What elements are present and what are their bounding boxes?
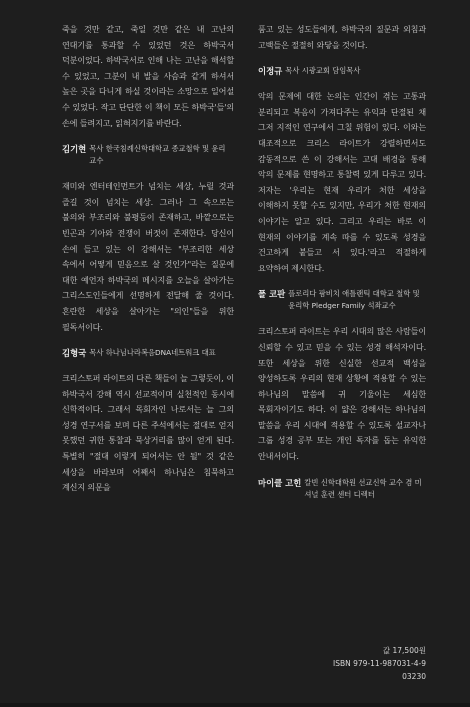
endorser-signature (62, 347, 234, 359)
endorsement-paragraph: 죽을 것만 같고, 죽일 것만 같은 내 고난의 연대기를 통과할 수 있었던 것은 하박국서 덕분이었다. 하박국서로 인해 나는 고난을 해석할 수 있었고, 그분이 내 발을 사슴과 같게 하셔서 높은 곳을 다니게 하실 것이라는 소망으로 일어설 수 있었다. 작고 단단한 이 책이 모든 하박국'들'의 손에 들려지고, 읽혀지기를 바란다. (62, 24, 234, 128)
endorser-signature (62, 143, 234, 167)
endorser-signature (258, 288, 426, 312)
bottom-edge (0, 703, 470, 707)
endorsement-text (258, 324, 426, 464)
endorsement-paragraph: 크리스토퍼 라이트는 우리 시대의 많은 사람들이 신뢰할 수 있고 믿을 수 있는 성경 해석자이다. 또한 세상을 위한 신실한 선교적 백성을 양성하도록 우리의 현재 상황에 적용할 수 있는 하나님의 말씀에 귀 기울이는 세심한 목회자이기도 하다. 이 얇은 강해서는 하나님의 말씀을 우리 시대에 적용할 수 있도록 설교자나 그룹 성경 공부 또는 개인 독자를 돕는 유익한 안내서이다. (258, 326, 426, 462)
endorsement-paragraph: 품고 있는 성도들에게, 하박국의 질문과 외침과 고백들은 절절히 와닿을 것이다. (258, 24, 426, 50)
endorsement-text (62, 371, 234, 496)
endorser-name: 이정규 (258, 66, 283, 77)
left-column (62, 22, 234, 508)
endorsement-text (62, 22, 234, 131)
endorsement-text (258, 89, 426, 276)
endorser-name: 김기현 (62, 144, 87, 155)
endorsement (258, 22, 426, 77)
endorser-role: 칼빈 신학대학원 선교신학 교수 겸 미셔널 훈련 센터 디렉터 (304, 477, 422, 499)
endorser-signature (258, 65, 426, 77)
right-column (258, 22, 426, 513)
isbn: ISBN 979-11-987031-4-9 03230 (333, 659, 426, 681)
endorser-name: 폴 코판 (258, 289, 286, 300)
endorser-role: 목사 하나님나라복음DNA네트워크 대표 (89, 348, 216, 358)
endorsement-paragraph: 악의 문제에 대한 논의는 인간이 겪는 고통과 분리되고 복음이 가져다주는 유익과 단절된 채 그저 지적인 연구에서 그칠 위험이 있다. 이와는 대조적으로 크리스 라이트가 강렬하면서도 감동적으로 쓴 이 강해서는 고대 배경을 통해 악의 문제를 현명하고 통찰력 있게 다루고 있다. 저자는 '우리는 현재 우리가 처한 세상을 이해하지 못할 수도 있지만, 우리가 처한 현재의 이야기는 알고 있다. 그리고 우리는 바로 이 현재의 이야기를 계속 따를 수 있도록 성경을 건고하게 붙들고 서 있다.'라고 적절하게 요약하여 제시한다. (258, 91, 426, 273)
endorsement (62, 22, 234, 167)
endorsement-paragraph: 재미와 엔터테인먼트가 넘치는 세상, 누릴 것과 즐길 것이 넘치는 세상. 그러나 그 속으로는 불의와 부조리와 불평등이 존재하고, 바깥으로는 빈곤과 기아와 전쟁이 버젓이 존재한다. 당신이 손에 들고 있는 이 강해서는 "부조리한 세상 속에서 어떻게 믿음으로 살 것인가"라는 질문에 대한 예언자 하박국의 메시지를 오늘을 살아가는 그리스도인들에게 선명하게 전달해 줄 것이다. 혼란한 세상을 살아가는 "의인"들을 위한 필독서이다. (62, 181, 234, 332)
endorsement-paragraph: 크리스토퍼 라이트의 다른 책들이 늘 그렇듯이, 이 하박국서 강해 역시 선교적이며 실천적인 동시에 신학적이다. 그래서 목회자인 나로서는 늘 그의 성경 연구서를 보며 다른 주석에서는 절대로 얻지 못했던 귀한 통찰과 묵상거리를 많이 얻게 된다. 특별히 "절대 이렇게 되어서는 안 될" 것 같은 세상을 바라보며 어째서 하나님은 침묵하고 계신지 의문을 (62, 373, 234, 493)
endorsement-text (258, 22, 426, 53)
endorser-signature (258, 477, 426, 501)
endorser-name: 김형국 (62, 348, 87, 359)
endorser-role: 목사 시광교회 담임목사 (285, 66, 361, 76)
endorsement (258, 324, 426, 500)
endorsement (62, 179, 234, 359)
price: 값 17,500원 (382, 646, 426, 655)
endorser-role: 목사 한국침례신학대학교 종교철학 및 윤리 교수 (89, 144, 226, 166)
endorsement (258, 89, 426, 312)
price-isbn-block (314, 644, 426, 683)
endorser-role: 플로리다 팜비치 애틀랜틱 대학교 철학 및 윤리학 Pledger Family 석좌교수 (288, 289, 420, 311)
endorser-name: 마이클 고힌 (258, 477, 302, 488)
endorsement (62, 371, 234, 496)
endorsement-text (62, 179, 234, 335)
